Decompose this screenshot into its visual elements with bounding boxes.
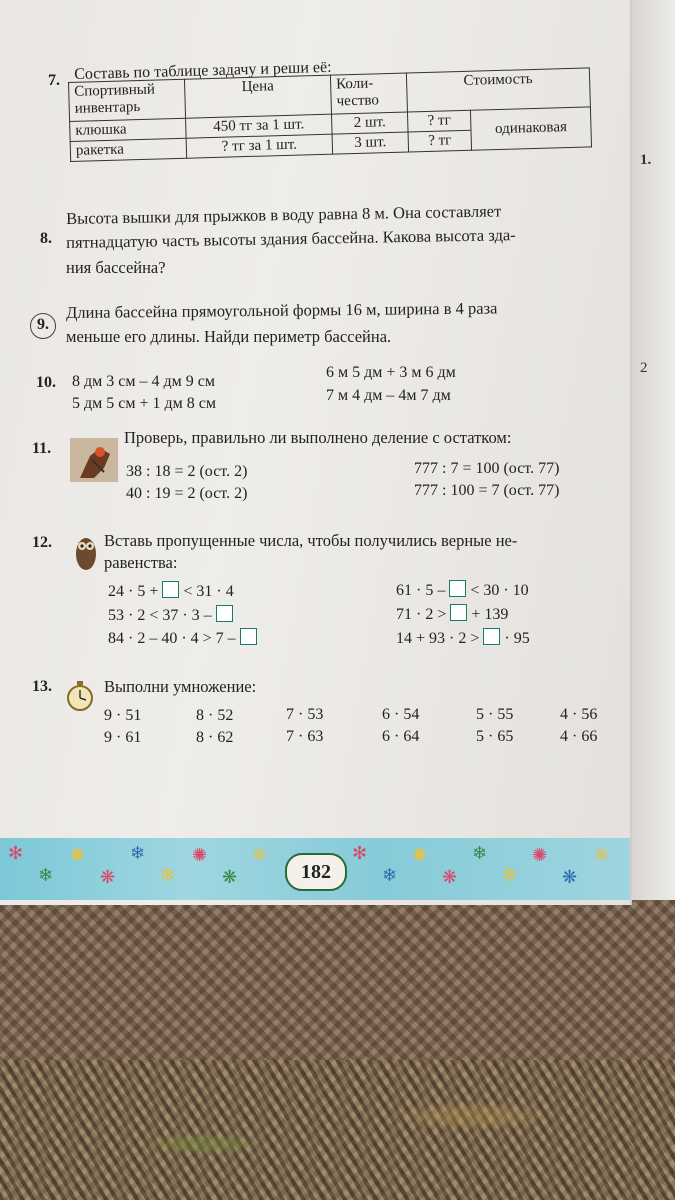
table-cell: ? тг за 1 шт. bbox=[186, 134, 333, 158]
snowflake-icon: ✻ bbox=[352, 843, 368, 863]
task-number: 12. bbox=[32, 534, 52, 551]
expression: 5 дм 5 см + 1 дм 8 см bbox=[72, 395, 217, 412]
task-number: 11. bbox=[32, 440, 52, 457]
header-cell: Спортивный инвентарь bbox=[69, 79, 186, 121]
product: 5 · 55 bbox=[476, 706, 514, 723]
table-cell: 450 тг за 1 шт. bbox=[186, 114, 333, 138]
product: 4 · 66 bbox=[560, 728, 598, 745]
inequality-left: 53 · 2 < 37 · 3 – bbox=[108, 607, 212, 624]
bird-icon bbox=[70, 438, 118, 482]
header-cell: Стоимость bbox=[406, 68, 590, 112]
task-11-text: Проверь, правильно ли выполнено деление с остатком: bbox=[124, 428, 512, 447]
snowflake-icon: ✻ bbox=[160, 865, 176, 885]
inequality bbox=[396, 604, 508, 624]
inequality-left: 61 · 5 – bbox=[396, 582, 446, 599]
snowflake-icon: ❋ bbox=[442, 867, 458, 887]
snowflake-icon: ❋ bbox=[562, 867, 578, 887]
answer-box[interactable] bbox=[162, 581, 179, 598]
inequality bbox=[108, 628, 257, 648]
snowflake-icon: ❄ bbox=[382, 865, 398, 885]
stopwatch-icon bbox=[66, 680, 94, 712]
snowflake-icon: ✻ bbox=[8, 843, 24, 863]
snowflake-icon: ❋ bbox=[100, 867, 116, 887]
expression: 7 м 4 дм – 4м 7 дм bbox=[326, 387, 451, 404]
task-number: 10. bbox=[36, 374, 56, 391]
product: 9 · 61 bbox=[104, 729, 142, 746]
inequality-left: 84 · 2 – 40 · 4 > 7 – bbox=[108, 630, 236, 647]
table-cell: 3 шт. bbox=[332, 132, 409, 154]
inequality-left: 14 + 93 · 2 > bbox=[396, 630, 480, 647]
table-cell: ? тг bbox=[408, 130, 472, 152]
task-9-line: Длина бассейна прямоугольной формы 16 м, ширина в 4 раза bbox=[66, 298, 498, 322]
inventory-table bbox=[68, 67, 592, 162]
product: 8 · 52 bbox=[196, 707, 234, 724]
answer-box[interactable] bbox=[216, 605, 233, 622]
product: 6 · 64 bbox=[382, 728, 420, 745]
product: 7 · 63 bbox=[286, 728, 324, 745]
next-page-mark: 1. bbox=[640, 152, 652, 168]
inequality bbox=[108, 581, 234, 601]
inequality-right: + 139 bbox=[471, 606, 509, 623]
snowflake-icon: ❄ bbox=[594, 845, 610, 865]
snowflake-icon: ✺ bbox=[532, 845, 548, 865]
product: 8 · 62 bbox=[196, 729, 234, 746]
expression: 8 дм 3 см – 4 дм 9 см bbox=[72, 373, 215, 390]
inequality-left: 24 · 5 + bbox=[108, 583, 159, 600]
inequality bbox=[108, 605, 233, 625]
task-8-line: ния бассейна? bbox=[66, 258, 166, 277]
division-expression: 777 : 100 = 7 (ост. 77) bbox=[414, 482, 560, 499]
next-page-edge bbox=[632, 0, 675, 900]
answer-box[interactable] bbox=[240, 628, 257, 645]
table-cell: ? тг bbox=[407, 110, 471, 132]
snowflake-icon: ❋ bbox=[222, 867, 238, 887]
inequality-right: < 31 · 4 bbox=[183, 583, 234, 600]
product: 4 · 56 bbox=[560, 706, 598, 723]
table-cell: 2 шт. bbox=[332, 112, 409, 134]
task-9-line: меньше его длины. Найди периметр бассейна. bbox=[66, 327, 392, 346]
division-expression: 40 : 19 = 2 (ост. 2) bbox=[126, 485, 248, 502]
snowflake-icon: ✺ bbox=[412, 845, 428, 865]
product: 7 · 53 bbox=[286, 706, 324, 723]
task-number: 7. bbox=[48, 72, 60, 89]
snowflake-icon: ❄ bbox=[130, 843, 146, 863]
page-number: 182 bbox=[285, 853, 347, 891]
inequality bbox=[396, 580, 529, 600]
division-expression: 777 : 7 = 100 (ост. 77) bbox=[414, 460, 560, 477]
inequality bbox=[396, 628, 530, 648]
snowflake-icon: ✺ bbox=[70, 845, 86, 865]
division-expression: 38 : 18 = 2 (ост. 2) bbox=[126, 463, 248, 480]
snowflake-icon: ❄ bbox=[252, 845, 268, 865]
carpet-pattern bbox=[0, 1060, 675, 1200]
product: 5 · 65 bbox=[476, 728, 514, 745]
expression: 6 м 5 дм + 3 м 6 дм bbox=[326, 364, 456, 381]
table-cell: клюшка bbox=[70, 118, 187, 141]
snowflake-icon: ❄ bbox=[38, 865, 54, 885]
task-8-line: пятнадцатую часть высоты здания бассейна. Какова высота зда- bbox=[66, 225, 516, 252]
answer-box[interactable] bbox=[450, 604, 467, 621]
header-cell: Коли-чество bbox=[330, 73, 407, 114]
task-number: 9. bbox=[37, 316, 49, 333]
snowflake-icon: ✻ bbox=[502, 865, 518, 885]
owl-icon bbox=[74, 530, 98, 574]
merged-cell: одинаковая bbox=[470, 107, 591, 150]
product: 6 · 54 bbox=[382, 706, 420, 723]
product: 9 · 51 bbox=[104, 707, 142, 724]
answer-box[interactable] bbox=[449, 580, 466, 597]
task-12-line: равенства: bbox=[104, 553, 178, 572]
table-cell: ракетка bbox=[70, 138, 187, 161]
task-number: 13. bbox=[32, 678, 52, 695]
snowflake-icon: ❄ bbox=[472, 843, 488, 863]
task-number: 8. bbox=[40, 230, 52, 247]
task-8-line: Высота вышки для прыжков в воду равна 8 м. Она составляет bbox=[66, 201, 502, 228]
snowflake-icon: ✺ bbox=[192, 845, 208, 865]
answer-box[interactable] bbox=[483, 628, 500, 645]
header-cell: Цена bbox=[184, 75, 331, 118]
task-12-line: Вставь пропущенные числа, чтобы получились верные не- bbox=[104, 531, 518, 550]
inequality-left: 71 · 2 > bbox=[396, 606, 447, 623]
task-7-text: Составь по таблице задачу и реши её: bbox=[74, 58, 332, 83]
inequality-right: · 95 bbox=[504, 630, 530, 647]
next-page-mark: 2 bbox=[640, 360, 648, 376]
inequality-right: < 30 · 10 bbox=[470, 582, 529, 599]
task-13-text: Выполни умножение: bbox=[104, 677, 257, 696]
